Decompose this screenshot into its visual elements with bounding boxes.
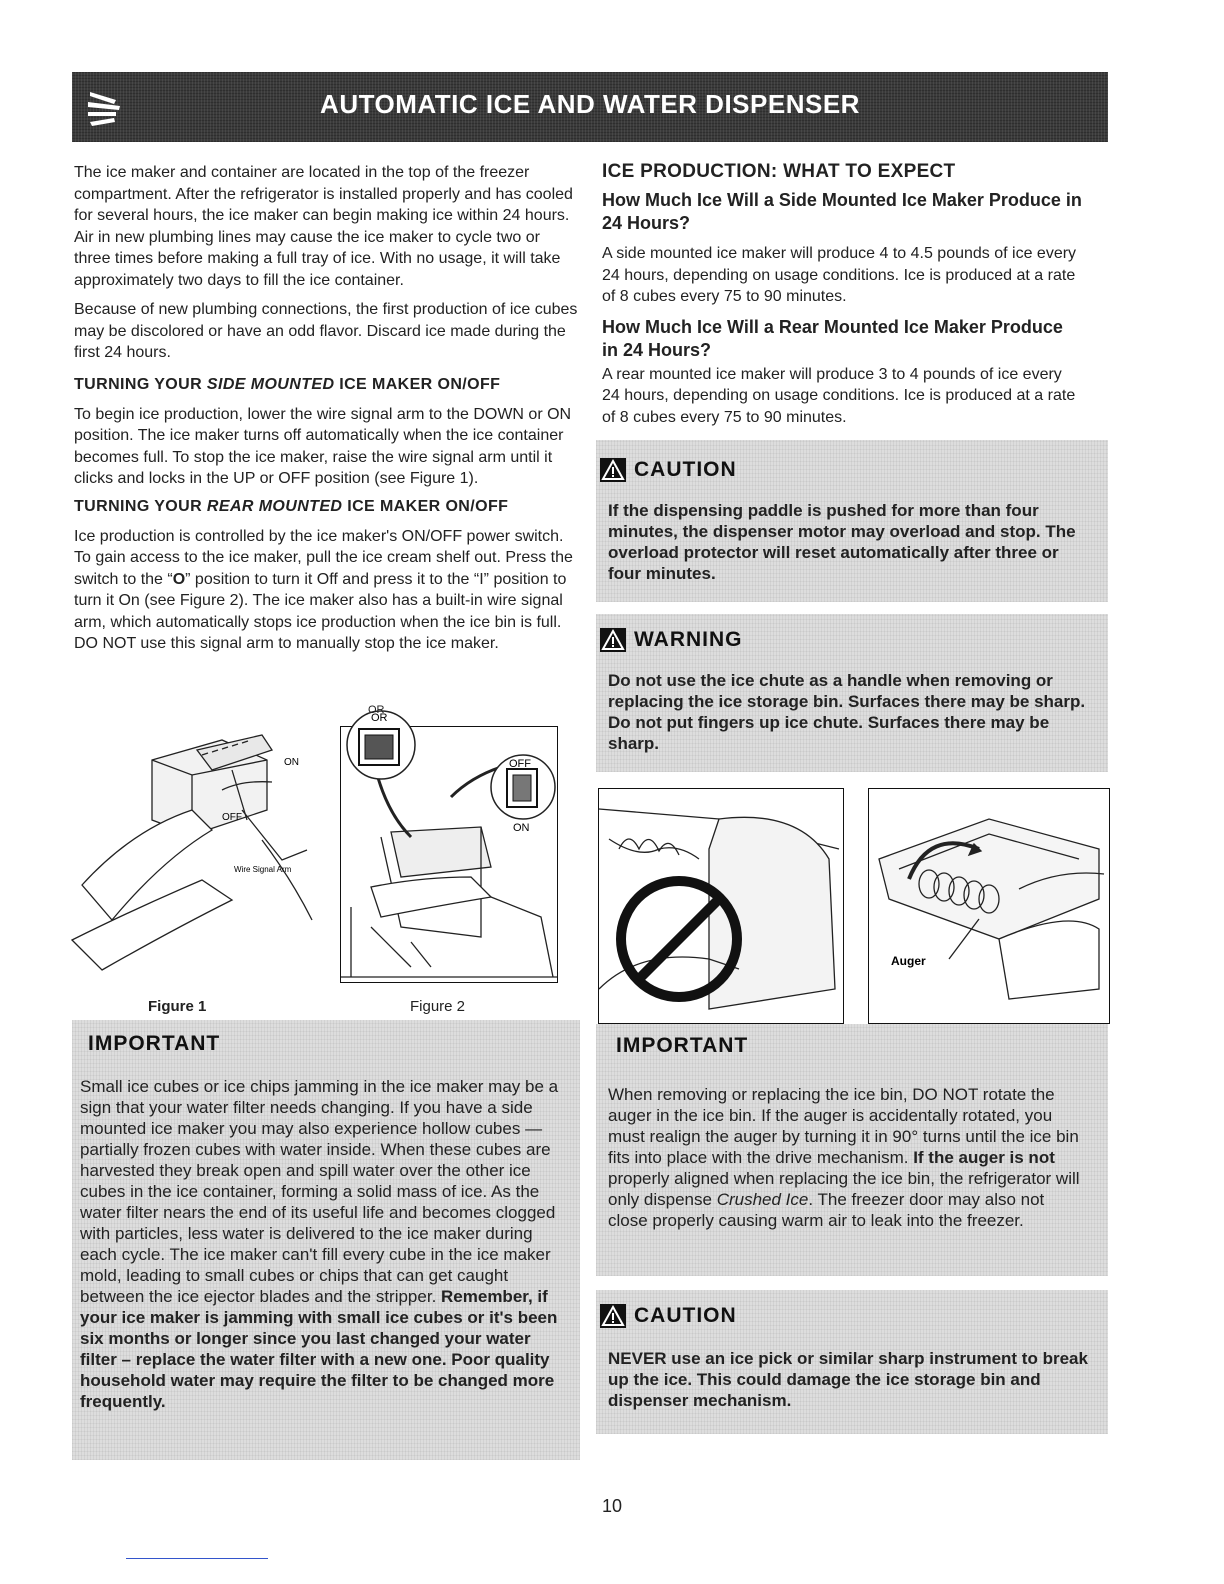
warning-triangle-icon xyxy=(600,628,626,652)
caution-text-dispenser: If the dispensing paddle is pushed for more than four minutes, the dispenser motor may overload and stop. The overload protector will reset automatically after three or four minutes. xyxy=(608,501,1076,583)
figure-1-illustration xyxy=(72,710,332,980)
side-mounted-heading: TURNING YOUR SIDE MOUNTED ICE MAKER ON/OFF xyxy=(74,375,501,393)
important-title-right: IMPORTANT xyxy=(616,1034,749,1057)
footer-rule xyxy=(126,1558,268,1559)
warning-triangle-icon xyxy=(600,1304,626,1328)
warning-text: Do not use the ice chute as a handle when removing or replacing the ice storage bin. Surfaces there may be sharp. Do not put fingers up ice chute. Surfaces there may be sharp. xyxy=(608,671,1086,753)
figure-2-illustration xyxy=(340,712,558,983)
page-title: AUTOMATIC ICE AND WATER DISPENSER xyxy=(320,89,860,119)
figure-1-on-label: ON xyxy=(284,757,299,768)
figure-1-off-label: OFF xyxy=(222,812,242,823)
ice-production-heading: ICE PRODUCTION: WHAT TO EXPECT xyxy=(602,161,956,182)
important-text-left: Small ice cubes or ice chips jamming in the ice maker may be a sign that your water filter needs changing. If you have a side mounted ice maker you may also experience hollow cubes — partially frozen cubes with water inside. When these cubes are harvested they break open and spill water over the other ice cubes in the ice container, forming a solid mass of ice. As the water filter nears the end of its useful life and becomes clogged with particles, less water is delivered to the ice maker during each cycle. The ice maker can't fill every cube in the ice maker mold, leading to small cubes or chips that can get caught between the ice ejector blades and the stripper. Remember, if your ice maker is jamming with small ice cubes or it's been six months or longer since you last changed your water filter – replace the water filter with a new one. Poor quality household water may require the filter to be changed more frequently. xyxy=(80,1077,559,1411)
intro-paragraph: The ice maker and container are located in the top of the freezer compartment. After the refrigerator is installed properly and has cooled for several hours, the ice maker can begin making ice within 24 hours. Air in new plumbing lines may cause the ice maker to cycle two or three times before making a full tray of ice. With no usage, it will take approximately two days to fill the ice container. xyxy=(74,164,573,289)
caution-title: CAUTION xyxy=(600,458,737,482)
figure-no-hands-illustration xyxy=(598,788,844,1024)
rear-mounted-paragraph: Ice production is controlled by the ice maker's ON/OFF power switch. To gain access to the ice maker, pull the ice cream shelf out. Press the switch to the “O” position to turn it Off and press it to the “I” position to turn it On (see Figure 2). The ice maker also has a built-in wire signal arm, which automatically stops ice production when the ice bin is full. DO NOT use this signal arm to manually stop the ice maker. xyxy=(74,527,573,652)
page-number: 10 xyxy=(601,1496,623,1516)
side-mounted-question: How Much Ice Will a Side Mounted Ice Maker Produce in 24 Hours? xyxy=(602,190,1082,233)
figure-1-arm-label: Wire Signal Arm xyxy=(234,865,292,874)
side-mounted-paragraph: To begin ice production, lower the wire signal arm to the DOWN or ON position. The ice maker turns off automatically when the ice container becomes full. To stop the ice maker, raise the wire signal arm until it clicks and locks in the UP or OFF position (see Figure 1). xyxy=(74,405,572,487)
figure-2-off-label: OFF xyxy=(509,758,531,770)
figure-auger-illustration xyxy=(868,788,1110,1024)
caution-box-dispenser xyxy=(596,440,1108,602)
rear-mounted-question: How Much Ice Will a Rear Mounted Ice Maker Produce in 24 Hours? xyxy=(602,316,1063,360)
side-mounted-answer: A side mounted ice maker will produce 4 to 4.5 pounds of ice every 24 hours, depending on usage conditions. Ice is produced at a rate of 8 cubes every 75 to 90 minutes. xyxy=(602,245,1077,305)
figure-2-or-label: OR xyxy=(371,712,388,724)
figure-2-on-label: ON xyxy=(513,822,530,834)
important-text-right: When removing or replacing the ice bin, DO NOT rotate the auger in the ice bin. If the auger is accidentally rotated, you must realign the auger by turning it in 90° turns until the ice bin fits into place with the drive mechanism. If the auger is not properly aligned when replacing the ice bin, the refrigerator will only dispense Crushed Ice. The freezer door may also not close properly causing warm air to leak into the freezer. xyxy=(608,1085,1080,1230)
caution-box-ice-pick xyxy=(596,1290,1108,1434)
rear-mounted-heading: TURNING YOUR REAR MOUNTED ICE MAKER ON/OFF xyxy=(74,497,509,515)
auger-label: Auger xyxy=(891,954,926,968)
section-banner xyxy=(72,72,1108,142)
warning-box xyxy=(596,614,1108,772)
important-title-left: IMPORTANT xyxy=(88,1032,221,1055)
caution-text-ice-pick: NEVER use an ice pick or similar sharp instrument to break up the ice. This could damage the ice storage bin and dispenser mechanism. xyxy=(608,1349,1088,1410)
important-box-left xyxy=(72,1020,580,1460)
warning-title: WARNING xyxy=(600,628,743,652)
caution-title-2: CAUTION xyxy=(600,1304,737,1328)
figure-1-caption: Figure 1 xyxy=(148,998,207,1015)
discolored-ice-paragraph: Because of new plumbing connections, the first production of ice cubes may be discolored or have an odd flavor. Discard ice made during the first 24 hours. xyxy=(74,301,578,361)
figure-2-or-text: OR xyxy=(368,704,385,716)
warning-triangle-icon xyxy=(600,458,626,482)
important-box-right xyxy=(596,1024,1108,1276)
rear-mounted-answer: A rear mounted ice maker will produce 3 to 4 pounds of ice every 24 hours, depending on usage conditions. Ice is produced at a rate of 8 cubes every 75 to 90 minutes. xyxy=(602,365,1076,426)
figure-2-caption: Figure 2 xyxy=(410,998,466,1015)
